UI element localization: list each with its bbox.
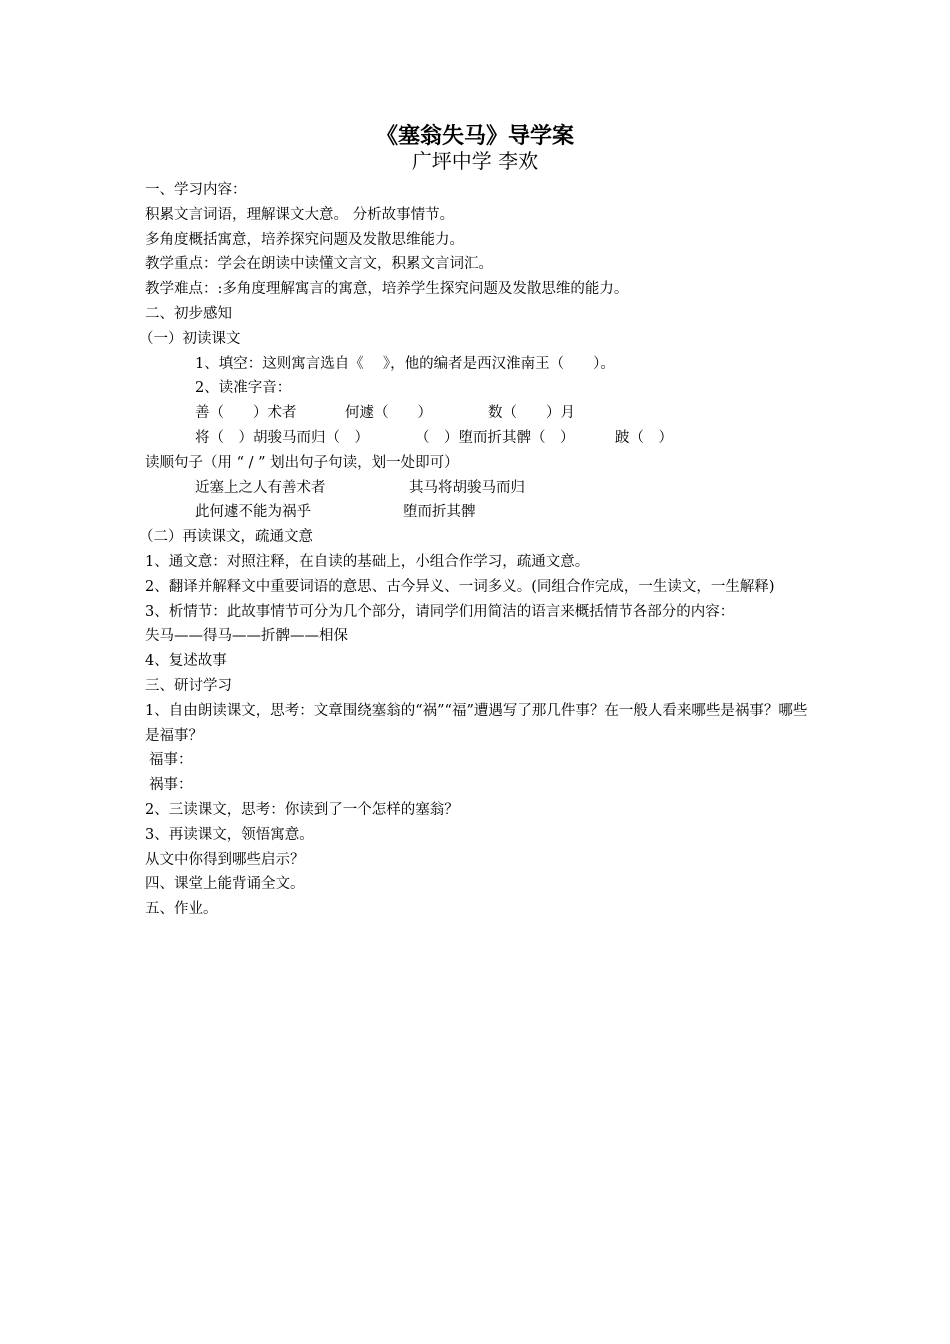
document-body (139, 178, 810, 922)
pronunciation-item: （ ）堕而折其髀（ ） (415, 429, 575, 446)
pronunciation-item: 何遽（ ） (345, 405, 432, 422)
fortune-label: 福事： (149, 752, 193, 769)
section-heading-homework: 五、作业。 (145, 901, 218, 918)
fill-blank-question: 1、填空：这则寓言选自《 》，他的编者是西汉淮南王（ ）。 (195, 355, 615, 372)
read-sentence: 其马将胡骏马而归 (409, 479, 525, 496)
document-title: 《塞翁失马》导学案 (375, 123, 574, 149)
pronunciation-row (145, 426, 810, 451)
section-heading-discussion: 三、研讨学习 (145, 677, 232, 694)
text-line: 3、再读课文，领悟寓意。 (145, 826, 314, 843)
read-sentence-row (145, 500, 810, 525)
section-heading-perception: 二、初步感知 (145, 305, 232, 322)
subsection-heading-first-read: （一）初读课文 (139, 330, 241, 347)
read-sentence: 此何遽不能为祸乎 (195, 504, 311, 521)
pronunciation-item: 跛（ ） (615, 429, 673, 446)
text-line: 1、通文意：对照注释，在自读的基础上，小组合作学习，疏通文意。 (145, 553, 590, 570)
text-line: 积累文言词语，理解课文大意。 分析故事情节。 (145, 206, 455, 223)
pronunciation-item: 将（ ）胡骏马而归（ ） (195, 429, 369, 446)
misfortune-label: 祸事： (149, 777, 193, 794)
pronunciation-item: 善（ ）术者 (195, 405, 297, 422)
text-paragraph: 2、翻译并解释文中重要词语的意思、古今异义、一词多义。(同组合作完成，一生读文，一生解释) (145, 578, 775, 595)
text-line: 2、三读课文，思考：你读到了一个怎样的塞翁？ (145, 801, 459, 818)
section-heading-recite: 四、课堂上能背诵全文。 (145, 876, 305, 893)
text-paragraph: 1、自由朗读课文，思考：文章围绕塞翁的“祸”“福”遭遇写了那几件事？在一般人看来哪些是祸事？哪些是福事？ (145, 702, 808, 744)
pronunciation-item: 数（ ）月 (488, 405, 575, 422)
read-sentences-heading: 读顺句子（用 “ / ” 划出句子句读，划一处即可） (145, 454, 459, 471)
difficult-point-line: 教学难点：:多角度理解寓言的寓意，培养学生探究问题及发散思维的能力。 (145, 281, 629, 298)
pronunciation-heading: 2、读准字音： (195, 380, 292, 397)
author-line: 广坪中学 李欢 (411, 149, 539, 173)
plot-summary-line: 失马——得马——折髀——相保 (145, 628, 348, 645)
read-sentence: 近塞上之人有善术者 (195, 479, 326, 496)
text-line: 从文中你得到哪些启示？ (145, 851, 305, 868)
subsection-heading-second-read: （二）再读课文，疏通文意 (139, 529, 313, 546)
text-line: 3、析情节：此故事情节可分为几个部分，请同学们用简洁的语言来概括情节各部分的内容： (145, 603, 735, 620)
text-line: 4、复述故事 (145, 653, 227, 670)
read-sentence: 堕而折其髀 (403, 504, 476, 521)
section-heading-content: 一、学习内容： (145, 182, 247, 198)
text-line: 多角度概括寓意，培养探究问题及发散思维能力。 (145, 231, 464, 248)
pronunciation-row (145, 401, 810, 426)
key-point-line: 教学重点：学会在朗读中读懂文言文，积累文言词汇。 (145, 256, 493, 273)
read-sentence-row (145, 476, 810, 501)
